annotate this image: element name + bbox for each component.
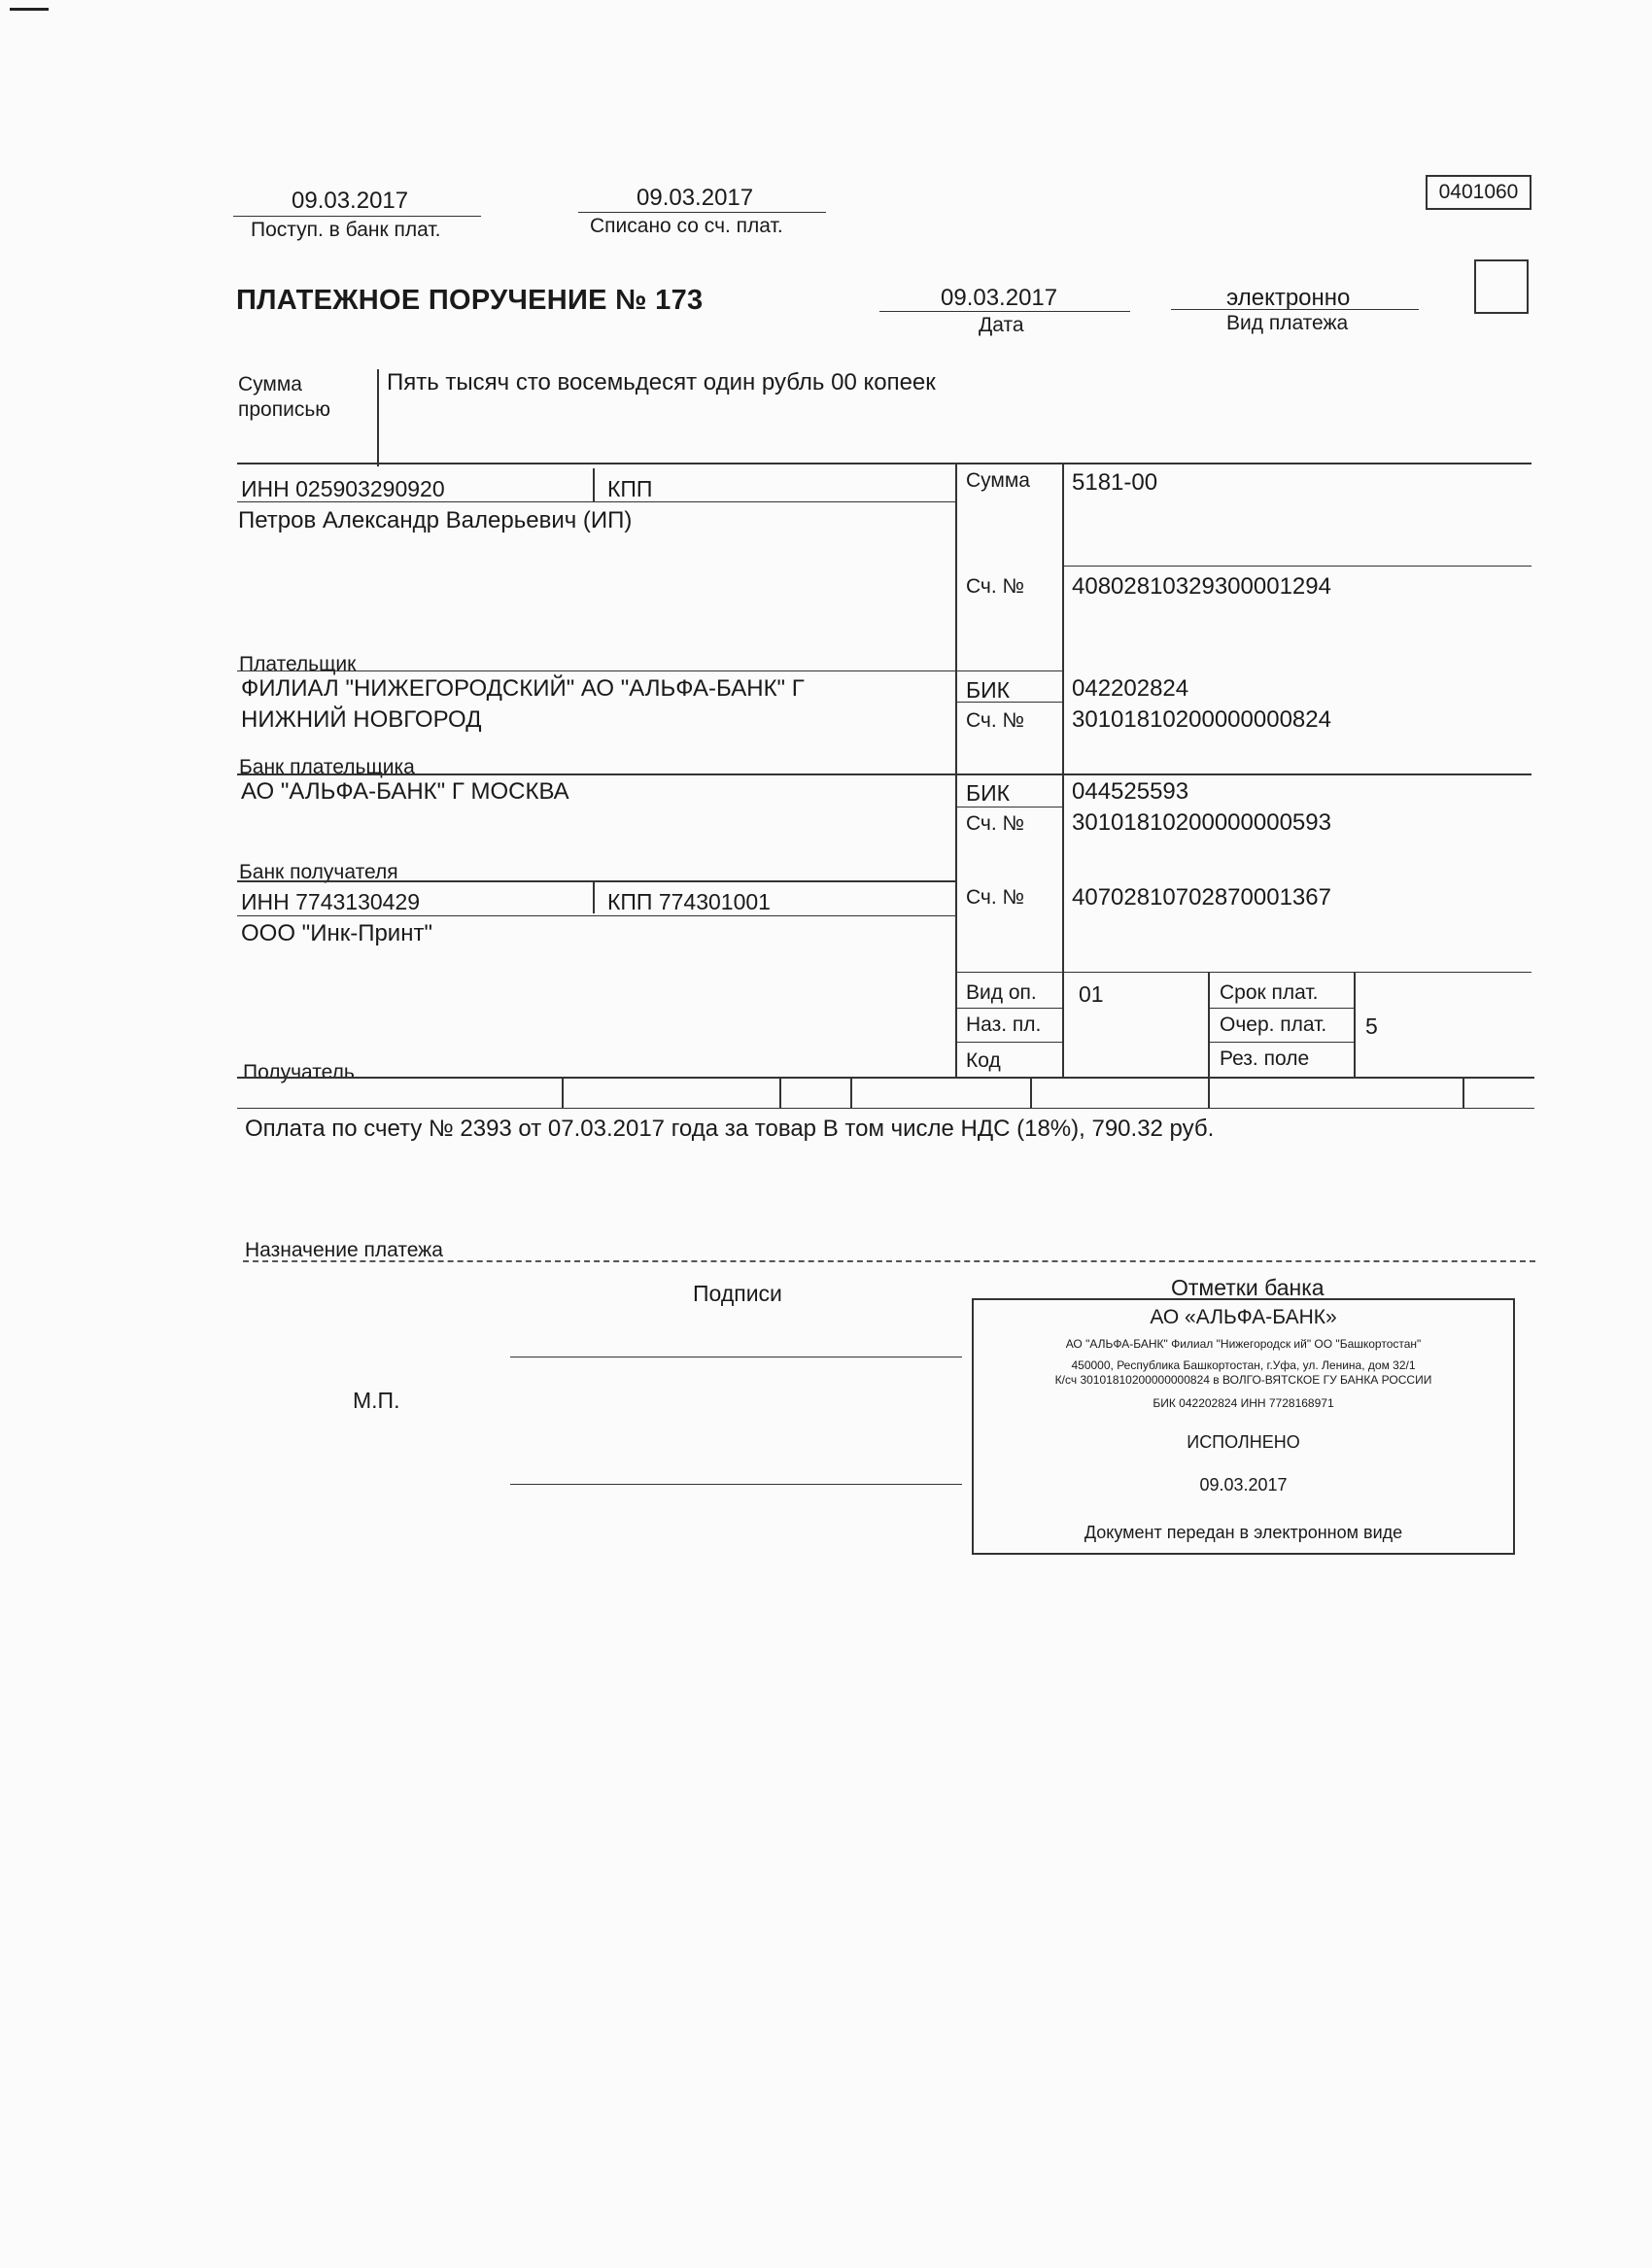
tax-cell-divider-5 <box>1208 1077 1210 1108</box>
debited-date: 09.03.2017 <box>637 185 754 211</box>
payer-bik-top-line <box>956 670 1063 671</box>
bank-marks-label: Отметки банка <box>1171 1275 1325 1300</box>
amount-words-bottom-line <box>237 463 1532 464</box>
tax-row-top-line <box>237 1077 1534 1079</box>
payment-type-line <box>1171 309 1419 310</box>
payee-bik-bottom-line <box>956 807 1063 808</box>
payee-inn-kpp-divider <box>593 880 595 913</box>
payer-bik-bottom-line <box>956 702 1063 703</box>
tax-cell-divider-3 <box>850 1077 852 1108</box>
amount-words-value: Пять тысяч сто восемьдесят один рубль 00 копеек <box>387 369 936 395</box>
payee-inn: ИНН 7743130429 <box>241 889 421 914</box>
document-date-label: Дата <box>979 314 1024 336</box>
payer-bottom-line <box>237 670 956 671</box>
signatures-label: Подписи <box>693 1281 782 1306</box>
tax-row-bottom-line <box>237 1108 1534 1109</box>
grid-vline-left <box>955 464 957 1077</box>
payer-bank-name-2: НИЖНИЙ НОВГОРОД <box>241 706 482 733</box>
naz-pl-label: Наз. пл. <box>966 1014 1042 1036</box>
naz-pl-bottom-line <box>956 1042 1063 1043</box>
rez-label: Рез. поле <box>1220 1048 1310 1070</box>
codes-right-divider <box>1354 972 1356 1077</box>
codes-top-line <box>956 972 1532 973</box>
payee-bank-label: Банк получателя <box>239 861 398 883</box>
payer-amount: 5181-00 <box>1072 469 1158 496</box>
amount-words-label-1: Сумма <box>238 373 302 395</box>
document-date: 09.03.2017 <box>941 285 1058 311</box>
payer-inn-kpp-divider <box>593 468 595 501</box>
payer-bank-bik-label: БИК <box>966 677 1011 703</box>
srok-label: Срок плат. <box>1220 981 1319 1004</box>
payment-type: электронно <box>1226 285 1351 311</box>
payer-bank-account: 30101810200000000824 <box>1072 706 1331 733</box>
amount-words-label-2: прописью <box>238 398 331 421</box>
payee-inn-line <box>237 915 956 916</box>
purpose-dashed-line <box>243 1260 1535 1262</box>
stamp-status: ИСПОЛНЕНО <box>1187 1432 1300 1452</box>
ocher-value: 5 <box>1365 1014 1378 1039</box>
payee-bank-bik-label: БИК <box>966 780 1011 806</box>
payer-inn-line <box>237 501 956 502</box>
grid-vline-right <box>1062 464 1064 1077</box>
tax-cell-divider-2 <box>779 1077 781 1108</box>
payer-bank-account-label: Сч. № <box>966 709 1025 732</box>
tax-cell-divider-6 <box>1463 1077 1464 1108</box>
payee-bank-account-label: Сч. № <box>966 812 1025 835</box>
payee-bank-account: 30101810200000000593 <box>1072 809 1331 836</box>
debited-label: Списано со сч. плат. <box>590 215 783 237</box>
vid-op-label: Вид оп. <box>966 981 1037 1004</box>
payer-bank-label: Банк плательщика <box>239 756 415 778</box>
received-date: 09.03.2017 <box>292 188 409 214</box>
payee-name: ООО "Инк-Принт" <box>241 920 432 946</box>
received-label: Поступ. в банк плат. <box>251 219 441 241</box>
payment-type-label: Вид платежа <box>1226 312 1349 334</box>
stamp-line-2: 450000, Республика Башкортостан, г.Уфа, ул. Ленина, дом 32/1 <box>1071 1358 1416 1372</box>
payer-account-label: Сч. № <box>966 575 1025 598</box>
payer-bank-bottom-line <box>237 773 1532 775</box>
mp-label: М.П. <box>353 1388 400 1413</box>
payer-kpp: КПП <box>607 476 653 501</box>
vid-op-bottom-line <box>956 1008 1063 1009</box>
vid-op-value: 01 <box>1079 981 1104 1007</box>
document-title: ПЛАТЕЖНОЕ ПОРУЧЕНИЕ № 173 <box>236 285 704 316</box>
payee-account-label: Сч. № <box>966 886 1025 909</box>
received-date-line <box>233 216 481 217</box>
purpose-label: Назначение платежа <box>245 1239 443 1261</box>
payer-bank-bik: 042202824 <box>1072 675 1189 702</box>
tax-cell-divider-4 <box>1030 1077 1032 1108</box>
payee-bank-bottom-line <box>237 880 956 882</box>
scan-edge-mark <box>10 8 49 11</box>
stamp-line-1: АО "АЛЬФА-БАНК" Филиал "Нижегородск ий" ОО "Башкортостан" <box>1065 1337 1422 1351</box>
stamp-bank-name: АО «АЛЬФА-БАНК» <box>1150 1306 1337 1328</box>
stamp-note: Документ передан в электронном виде <box>1084 1523 1403 1542</box>
payee-bank-name: АО "АЛЬФА-БАНК" Г МОСКВА <box>241 778 569 805</box>
tax-cell-divider-1 <box>562 1077 564 1108</box>
codes-middle-divider <box>1208 972 1210 1077</box>
payer-label: Плательщик <box>239 653 357 675</box>
signature-line-2 <box>510 1484 962 1485</box>
document-date-line <box>879 311 1130 312</box>
srok-bottom-line <box>1209 1008 1355 1009</box>
bank-stamp <box>972 1298 1515 1555</box>
kod-label: Код <box>966 1049 1001 1072</box>
payee-label: Получатель <box>243 1061 355 1083</box>
amount-bottom-line <box>1063 566 1532 567</box>
ocher-bottom-line <box>1209 1042 1355 1043</box>
payee-account: 40702810702870001367 <box>1072 884 1331 911</box>
purpose-text: Оплата по счету № 2393 от 07.03.2017 года за товар В том числе НДС (18%), 790.32 руб. <box>245 1116 1215 1142</box>
payer-account: 40802810329300001294 <box>1072 573 1331 600</box>
payer-amount-label: Сумма <box>966 469 1030 492</box>
payee-bank-bik: 044525593 <box>1072 778 1189 805</box>
stamp-date: 09.03.2017 <box>1199 1475 1288 1495</box>
payer-bank-name-1: ФИЛИАЛ "НИЖЕГОРОДСКИЙ" АО "АЛЬФА-БАНК" Г <box>241 675 805 702</box>
stamp-line-4: БИК 042202824 ИНН 7728168971 <box>1153 1396 1334 1410</box>
debited-date-line <box>578 212 826 213</box>
amount-words-divider <box>377 369 379 466</box>
payee-kpp: КПП 774301001 <box>607 889 771 914</box>
form-code: 0401060 <box>1426 175 1532 210</box>
payer-inn: ИНН 025903290920 <box>241 476 445 501</box>
stamp-line-3: К/сч 30101810200000000824 в ВОЛГО-ВЯТСКОЕ ГУ БАНКА РОССИИ <box>1054 1373 1432 1387</box>
payment-status-box <box>1474 259 1529 314</box>
payer-name: Петров Александр Валерьевич (ИП) <box>238 507 633 533</box>
ocher-label: Очер. плат. <box>1220 1014 1327 1036</box>
